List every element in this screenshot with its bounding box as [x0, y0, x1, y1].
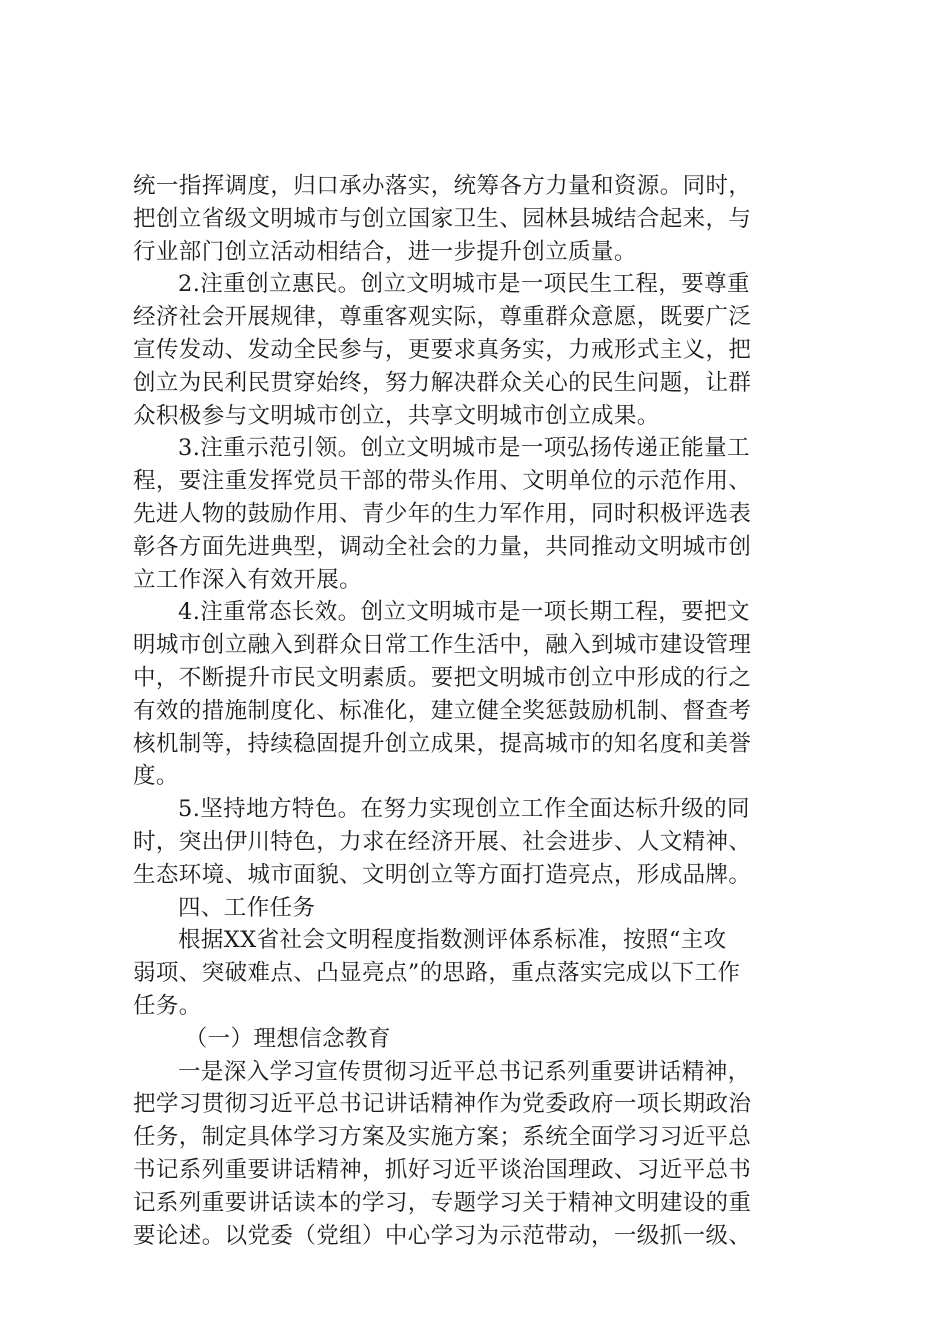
text-line: 明城市创立融入到群众日常工作生活中，融入到城市建设管理 — [133, 632, 752, 659]
text-line: 4.注重常态长效。创立文明城市是一项长期工程，要把文 — [178, 599, 750, 626]
text-line: 先进人物的鼓励作用、青少年的生力军作用，同时积极评选表 — [133, 500, 752, 527]
subheading-ideals-education — [133, 1023, 823, 1056]
text-line: 弱项、突破难点、凸显亮点”的思路，重点落实完成以下工作 — [133, 960, 741, 987]
document-body — [133, 170, 823, 1252]
text-line: 行业部门创立活动相结合，进一步提升创立质量。 — [133, 238, 637, 265]
text-line: 统一指挥调度，归口承办落实，统筹各方力量和资源。同时， — [133, 173, 752, 199]
text-line: 彰各方面先进典型，调动全社会的力量，共同推动文明城市创 — [133, 533, 752, 560]
text-line: 任务，制定具体学习方案及实施方案；系统全面学习习近平总 — [133, 1124, 752, 1151]
text-line: 根据XX省社会文明程度指数测评体系标准，按照“主攻 — [178, 927, 727, 954]
text-line: 宣传发动、发动全民参与，更要求真务实，力戒形式主义，把 — [133, 336, 752, 363]
text-line: 中，不断提升市民文明素质。要把文明城市创立中形成的行之 — [133, 664, 752, 691]
text-line: 有效的措施制度化、标准化，建立健全奖惩鼓励机制、督查考 — [133, 697, 752, 724]
text-line: 时，突出伊川特色，力求在经济开展、社会进步、人文精神、 — [133, 828, 752, 855]
text-line: 生态环境、城市面貌、文明创立等方面打造亮点，形成品牌。 — [133, 861, 752, 888]
text-line: 任务。 — [133, 992, 202, 1019]
text-line: 把学习贯彻习近平总书记讲话精神作为党委政府一项长期政治 — [133, 1091, 752, 1118]
text-line: 程，要注重发挥党员干部的带头作用、文明单位的示范作用、 — [133, 468, 752, 495]
text-line: 2.注重创立惠民。创立文明城市是一项民生工程，要尊重 — [178, 271, 750, 298]
paragraph-item-5 — [133, 793, 823, 891]
text-line: 5.坚持地方特色。在努力实现创立工作全面达标升级的同 — [178, 796, 750, 823]
paragraph-item-2 — [133, 268, 823, 432]
text-line: 核机制等，持续稳固提升创立成果，提高城市的知名度和美誉 — [133, 730, 752, 757]
text-line: 立工作深入有效开展。 — [133, 566, 363, 593]
paragraph-item-3 — [133, 432, 823, 596]
text-line: 四、工作任务 — [178, 894, 316, 921]
paragraph-task-intro — [133, 924, 823, 1022]
section-heading-tasks — [133, 892, 823, 925]
paragraph-coordination — [133, 170, 823, 268]
text-line: 把创立省级文明城市与创立国家卫生、园林县城结合起来，与 — [133, 205, 752, 232]
paragraph-study-speeches — [133, 1056, 823, 1253]
text-line: 创立为民利民贯穿始终，努力解决群众关心的民生问题，让群 — [133, 369, 752, 396]
paragraph-item-4 — [133, 596, 823, 793]
text-line: 3.注重示范引领。创立文明城市是一项弘扬传递正能量工 — [178, 435, 750, 462]
text-line: 众积极参与文明城市创立，共享文明城市创立成果。 — [133, 402, 660, 429]
text-line: 一是深入学习宣传贯彻习近平总书记系列重要讲话精神， — [178, 1058, 751, 1085]
text-line: 书记系列重要讲话精神，抓好习近平谈治国理政、习近平总书 — [133, 1156, 752, 1183]
text-line: 记系列重要讲话读本的学习，专题学习关于精神文明建设的重 — [133, 1189, 752, 1216]
text-line: 度。 — [133, 763, 179, 790]
text-line: 经济社会开展规律，尊重客观实际，尊重群众意愿，既要广泛 — [133, 304, 752, 331]
text-line: （一）理想信念教育 — [184, 1025, 391, 1052]
text-line: 要论述。以党委（党组）中心学习为示范带动，一级抓一级、 — [133, 1222, 752, 1249]
